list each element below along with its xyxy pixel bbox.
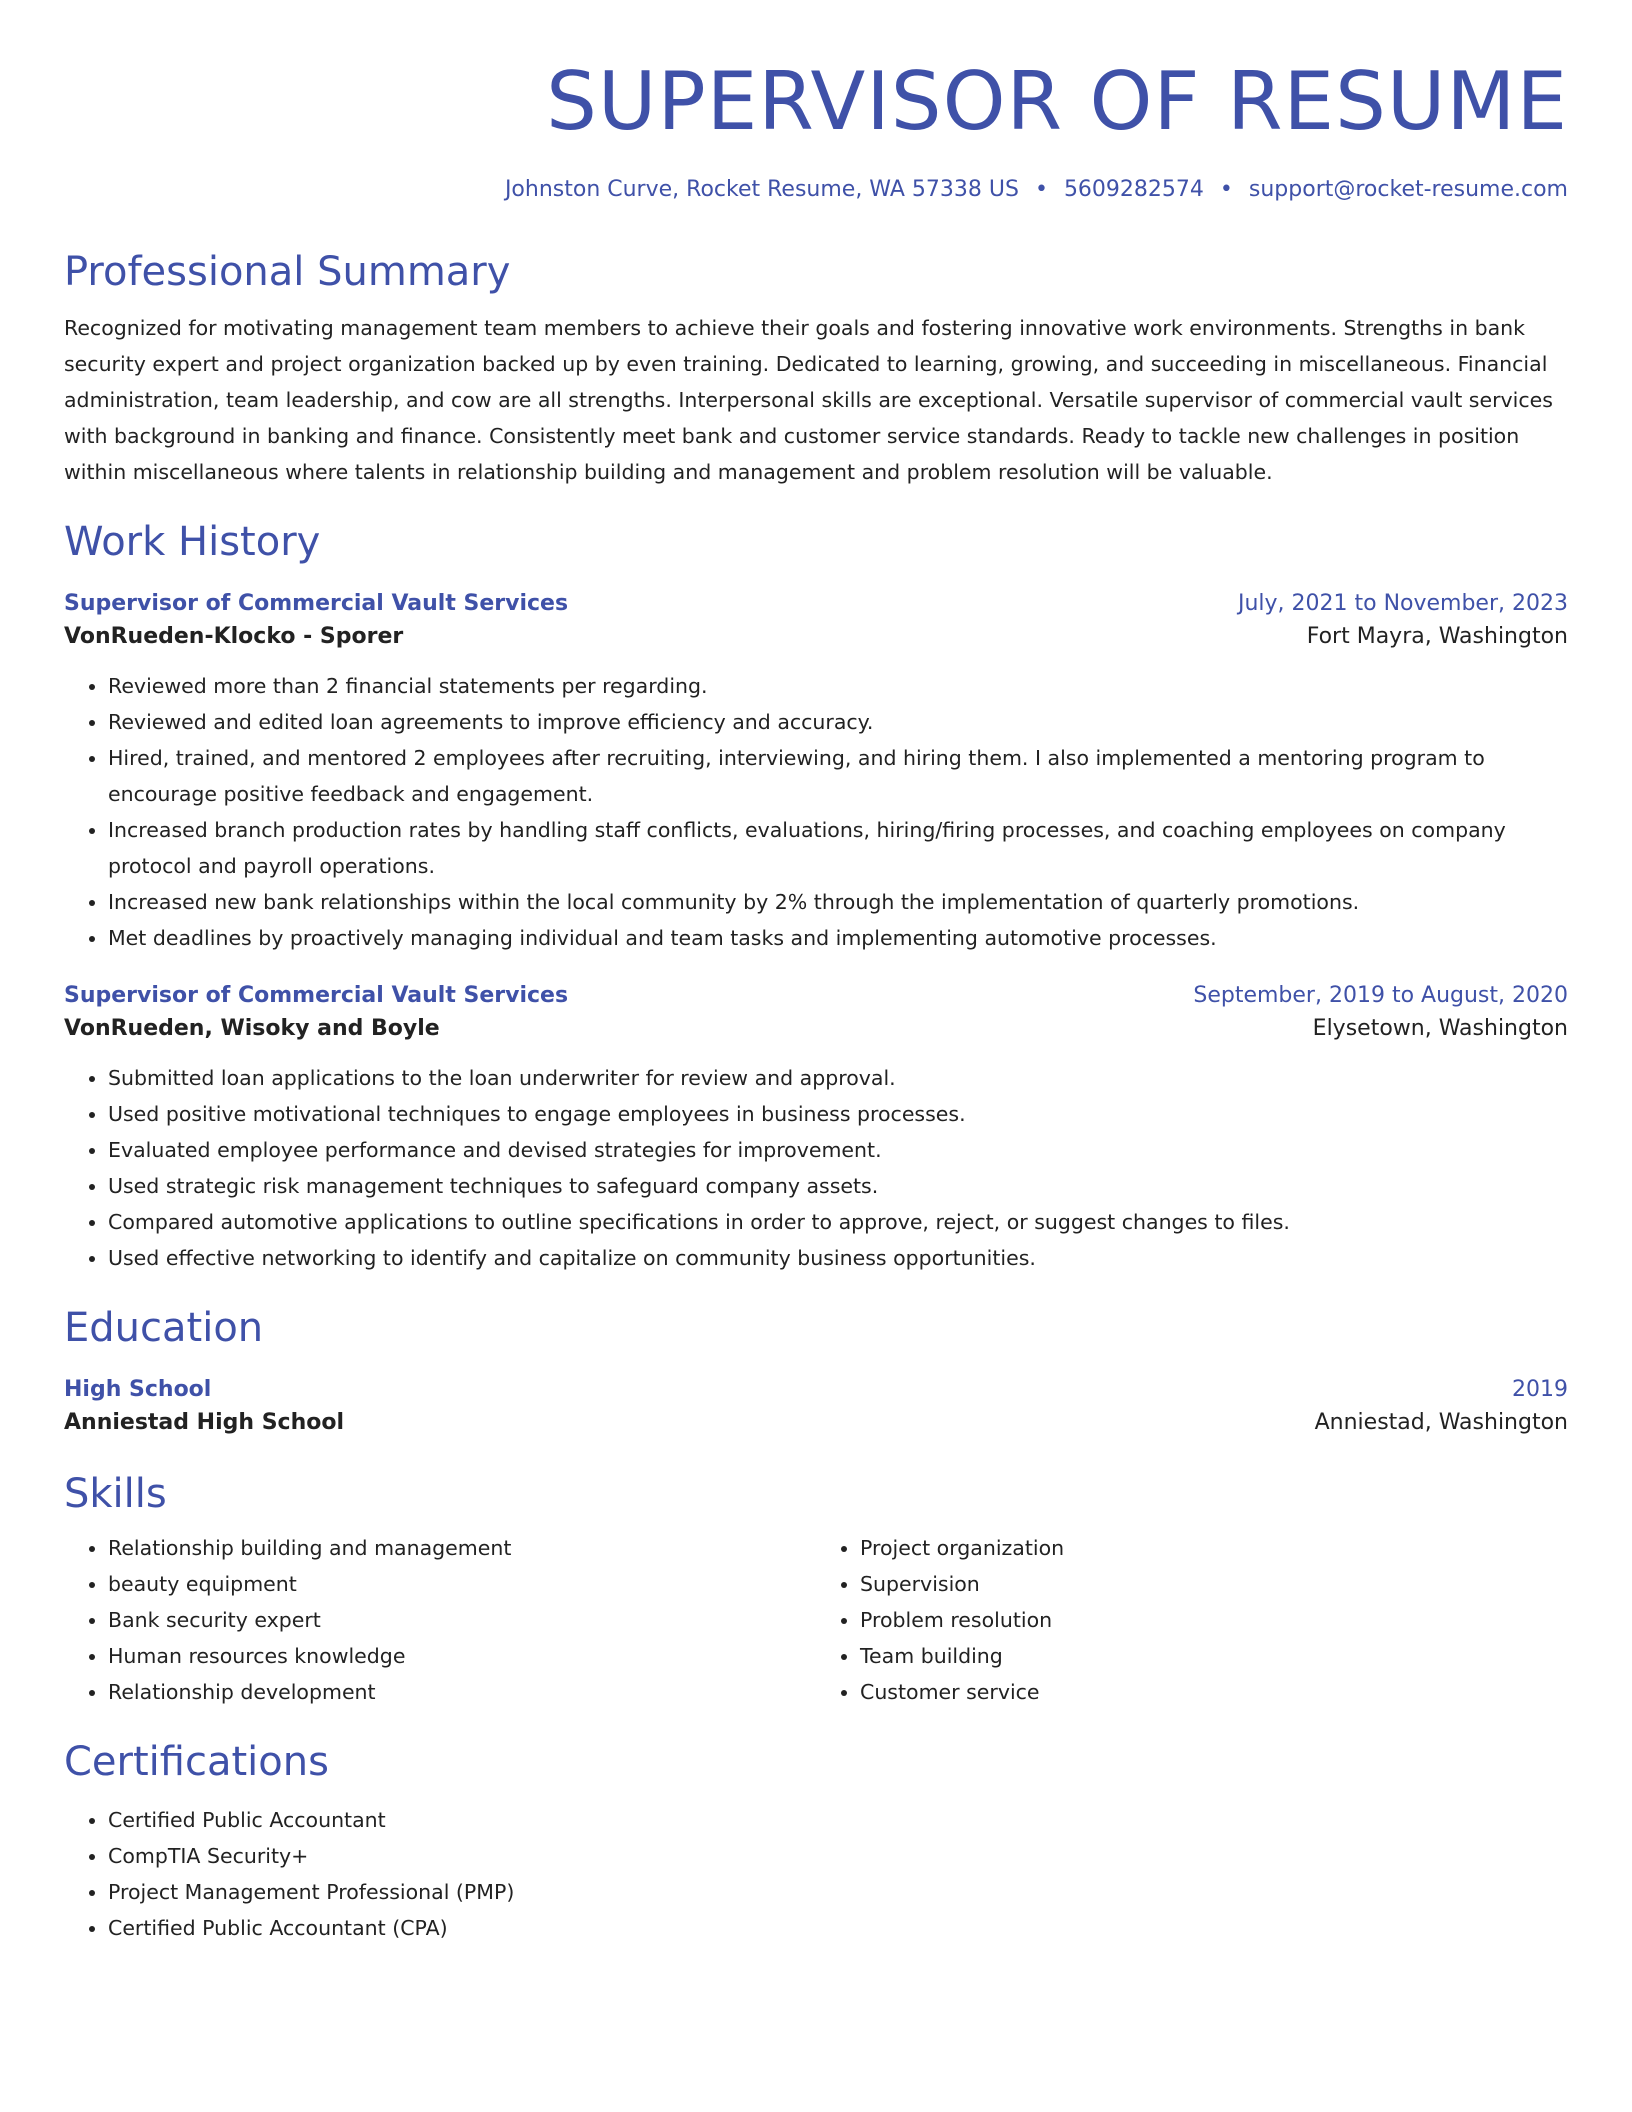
skills-list-right <box>816 1530 1568 1710</box>
job-company: VonRueden, Wisoky and Boyle <box>64 1016 440 1041</box>
skill-item: • Relationship development <box>108 1674 816 1710</box>
job-bullet: • Increased branch production rates by handling staff conflicts, evaluations, hiring/firing processes, and coaching employees on company protocol and payroll operations. <box>108 812 1568 884</box>
certification-item: • CompTIA Security+ <box>108 1838 1568 1874</box>
resume-page <box>64 0 1568 1946</box>
skill-item: • beauty equipment <box>108 1566 816 1602</box>
education-year: 2019 <box>1512 1377 1568 1402</box>
section-title-work-history: Work History <box>64 519 321 565</box>
job-bullet: • Reviewed and edited loan agreements to improve efficiency and accuracy. <box>108 704 1568 740</box>
education-degree: High School <box>64 1377 212 1402</box>
job-header <box>64 980 1568 1012</box>
job-bullet: • Increased new bank relationships within the local community by 2% through the implementation of quarterly promotions. <box>108 884 1568 920</box>
contact-phone[interactable]: 5609282574 <box>1063 177 1204 202</box>
job-company-row <box>64 620 1568 654</box>
education-location: Anniestad, Washington <box>1314 1410 1568 1435</box>
job-bullet: • Evaluated employee performance and devised strategies for improvement. <box>108 1132 1568 1168</box>
resume-header <box>64 0 1568 206</box>
job-header <box>64 588 1568 620</box>
skills-list-left <box>64 1530 816 1710</box>
contact-line <box>64 174 1568 206</box>
job-company-row <box>64 1012 1568 1046</box>
contact-separator: • <box>1034 177 1048 202</box>
skill-item: • Human resources knowledge <box>108 1638 816 1674</box>
skill-item: • Relationship building and management <box>108 1530 816 1566</box>
skill-item: • Supervision <box>860 1566 1568 1602</box>
job-entry <box>64 980 1568 1276</box>
job-entry <box>64 588 1568 956</box>
job-location: Fort Mayra, Washington <box>1306 624 1568 649</box>
section-title-certifications: Certifications <box>64 1739 329 1785</box>
education-school-row <box>64 1406 1568 1440</box>
certification-item: • Certified Public Accountant <box>108 1802 1568 1838</box>
skills-columns <box>64 1530 1568 1710</box>
job-bullet: • Used effective networking to identify and capitalize on community business opportunities. <box>108 1240 1568 1276</box>
section-title-summary: Professional Summary <box>64 249 511 295</box>
certification-item: • Project Management Professional (PMP) <box>108 1874 1568 1910</box>
contact-separator: • <box>1219 177 1233 202</box>
skill-item: • Team building <box>860 1638 1568 1674</box>
contact-email[interactable]: support@rocket-resume.com <box>1248 177 1568 202</box>
skill-item: • Bank security expert <box>108 1602 816 1638</box>
job-bullets <box>64 668 1568 956</box>
job-bullet: • Reviewed more than 2 financial statements per regarding. <box>108 668 1568 704</box>
job-company: VonRueden-Klocko - Sporer <box>64 624 404 649</box>
job-dates: September, 2019 to August, 2020 <box>1193 983 1568 1008</box>
job-bullet: • Met deadlines by proactively managing individual and team tasks and implementing automotive processes. <box>108 920 1568 956</box>
skill-item: • Customer service <box>860 1674 1568 1710</box>
job-role: Supervisor of Commercial Vault Services <box>64 591 569 616</box>
job-bullet: • Used positive motivational techniques to engage employees in business processes. <box>108 1096 1568 1132</box>
candidate-name: SUPERVISOR OF RESUME <box>546 55 1568 148</box>
certification-item: • Certified Public Accountant (CPA) <box>108 1910 1568 1946</box>
job-bullet: • Used strategic risk management techniques to safeguard company assets. <box>108 1168 1568 1204</box>
certifications-list <box>64 1802 1568 1946</box>
section-title-education: Education <box>64 1305 264 1351</box>
job-bullet: • Submitted loan applications to the loan underwriter for review and approval. <box>108 1060 1568 1096</box>
job-dates: July, 2021 to November, 2023 <box>1237 591 1568 616</box>
skill-item: • Project organization <box>860 1530 1568 1566</box>
job-location: Elysetown, Washington <box>1312 1016 1568 1041</box>
job-bullet: • Compared automotive applications to outline specifications in order to approve, reject, or suggest changes to files. <box>108 1204 1568 1240</box>
job-bullets <box>64 1060 1568 1276</box>
job-bullet: • Hired, trained, and mentored 2 employees after recruiting, interviewing, and hiring them. I also implemented a mentoring program to encourage positive feedback and engagement. <box>108 740 1568 812</box>
education-header <box>64 1374 1568 1406</box>
skill-item: • Problem resolution <box>860 1602 1568 1638</box>
summary-text: Recognized for motivating management team members to achieve their goals and fostering innovative work environments. Strengths in bank security expert and project organization backed up by even training. Dedicated to learning, growing, and succeeding in miscellaneous. Financial administration, team leadership, and cow are all strengths. Interpersonal skills are exceptional. Versatile supervisor of commercial vault services with background in banking and finance. Consistently meet bank and customer service standards. Ready to tackle new challenges in position within miscellaneous where talents in relationship building and management and problem resolution will be valuable. <box>64 316 1553 484</box>
contact-address: Johnston Curve, Rocket Resume, WA 57338 US <box>504 177 1019 202</box>
education-school: Anniestad High School <box>64 1410 345 1435</box>
job-role: Supervisor of Commercial Vault Services <box>64 983 569 1008</box>
section-title-skills: Skills <box>64 1471 167 1517</box>
